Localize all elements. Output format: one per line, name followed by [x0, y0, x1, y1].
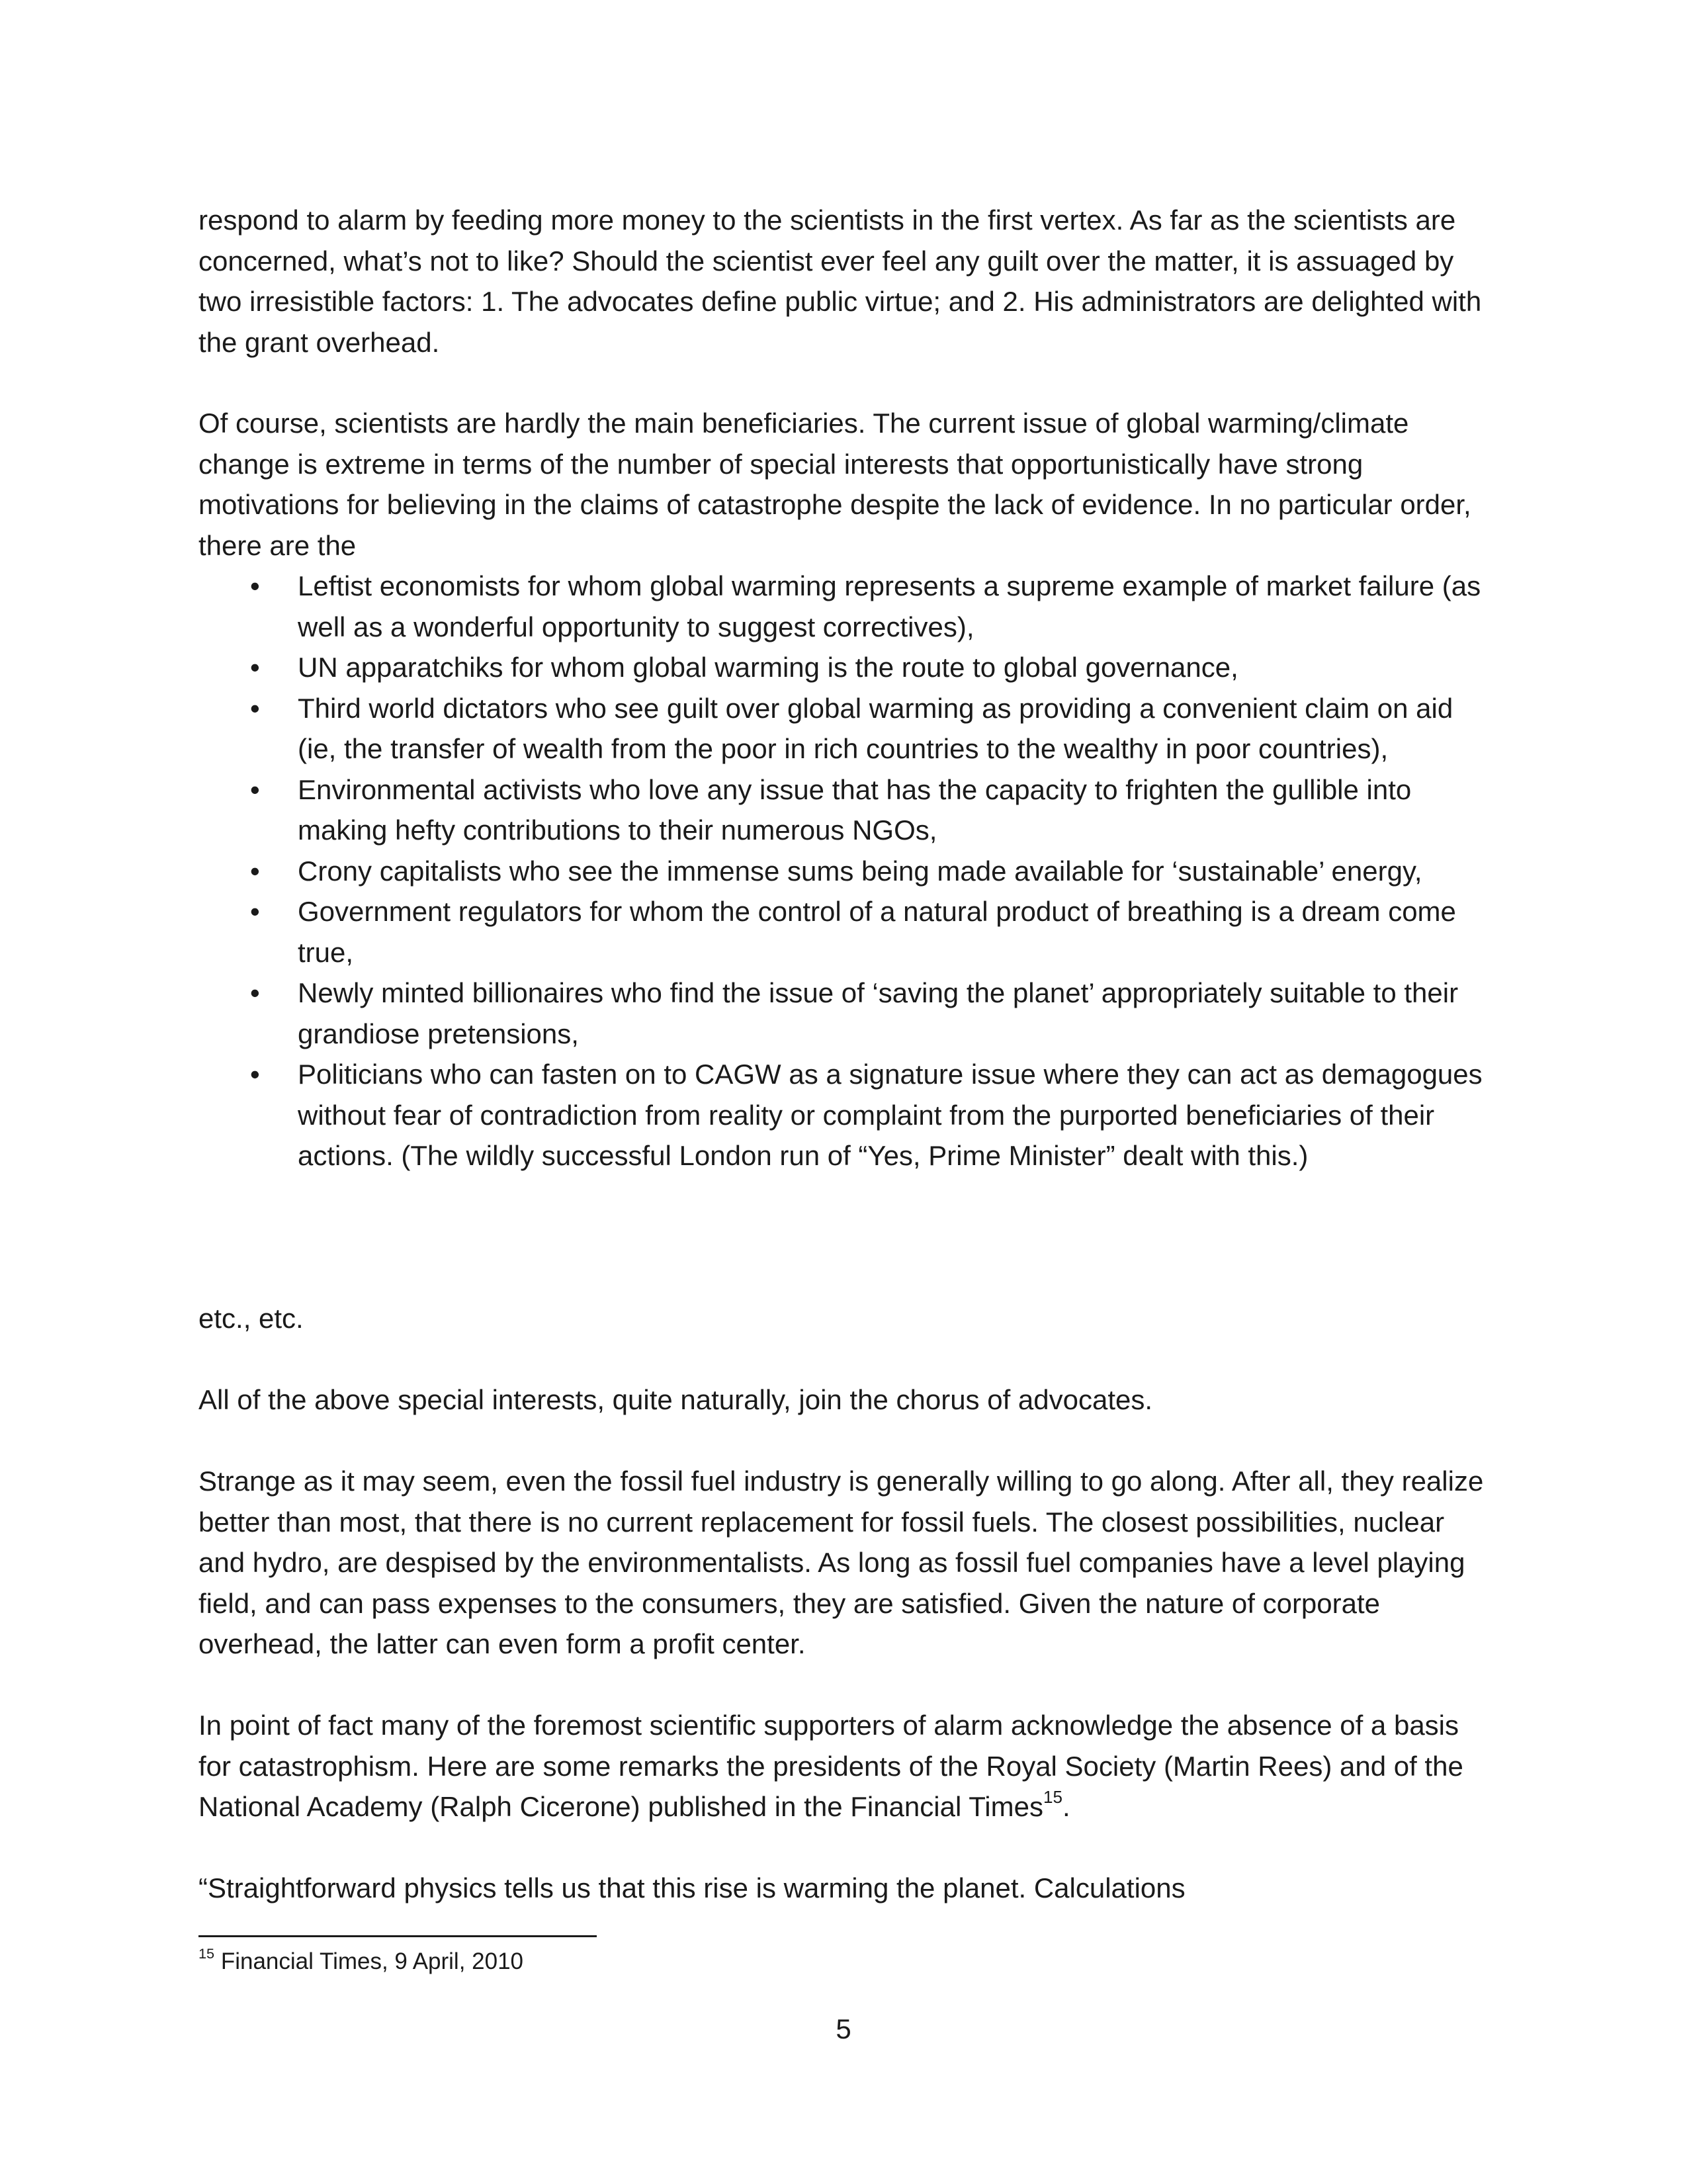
bullet-icon: •	[250, 977, 260, 1008]
special-interests-list	[198, 566, 1495, 1176]
bullet-icon: •	[250, 692, 260, 724]
bullet-icon: •	[250, 652, 260, 683]
paragraph-5: Strange as it may seem, even the fossil fuel industry is generally willing to go along. After all, they realize better than most, that there is no current replacement for fossil fuels. The closest possibilities, nuclear and hydro, are despised by the environmentalists. As long as fossil fuel companies have a level playing field, and can pass expenses to the consumers, they are satisfied. Given the nature of corporate overhead, the latter can even form a profit center.	[198, 1465, 1484, 1659]
list-item-text: Leftist economists for whom global warming represents a supreme example of market failure (as well as a wonderful opportunity to suggest correctives),	[298, 570, 1481, 642]
bullet-icon: •	[250, 855, 260, 887]
list-item-text: Newly minted billionaires who find the issue of ‘saving the planet’ appropriately suitable to their grandiose pretensions,	[298, 977, 1459, 1049]
bullet-icon: •	[250, 570, 260, 601]
footnote-reference: 15	[1043, 1787, 1062, 1808]
list-item-text: Environmental activists who love any issue that has the capacity to frighten the gullible into making hefty contributions to their numerous NGOs,	[298, 773, 1412, 846]
bullet-icon: •	[250, 1059, 260, 1090]
list-item	[198, 891, 1495, 973]
list-item	[198, 647, 1495, 688]
paragraph-3: etc., etc.	[198, 1303, 304, 1334]
list-item	[198, 1054, 1495, 1176]
page-number: 5	[836, 2013, 851, 2044]
paragraph-2: Of course, scientists are hardly the main beneficiaries. The current issue of global warming/climate change is extreme in terms of the number of special interests that opportunistically have strong motivations for believing in the claims of catastrophe despite the lack of evidence. In no particular order, there are the	[198, 408, 1471, 561]
list-item	[198, 688, 1495, 769]
list-item-text: Third world dictators who see guilt over global warming as providing a convenient claim on aid (ie, the transfer of wealth from the poor in rich countries to the wealthy in poor countries),	[298, 692, 1453, 764]
footnote-text: Financial Times, 9 April, 2010	[214, 1948, 524, 1974]
list-item-text: Crony capitalists who see the immense sums being made available for ‘sustainable’ energy,	[298, 855, 1422, 887]
paragraph-6-end: .	[1062, 1791, 1070, 1822]
footnote-number: 15	[198, 1944, 215, 1962]
bullet-icon: •	[250, 896, 260, 927]
footnote	[198, 1945, 523, 1981]
paragraph-4: All of the above special interests, quite naturally, join the chorus of advocates.	[198, 1384, 1153, 1415]
list-item	[198, 769, 1495, 851]
footnote-separator	[198, 1935, 597, 1937]
list-item-text: UN apparatchiks for whom global warming is the route to global governance,	[298, 652, 1238, 683]
paragraph-6	[198, 1705, 1495, 1831]
paragraph-6-text: In point of fact many of the foremost scientific supporters of alarm acknowledge the absence of a basis for catastrophism. Here are some remarks the presidents of the Royal Society (Martin Rees) and of the National Academy (Ralph Cicerone) published in the Financial Times	[198, 1710, 1463, 1822]
list-item-text: Politicians who can fasten on to CAGW as a signature issue where they can act as demagogues without fear of contradiction from reality or complaint from the purported beneficiaries of their actions. (The wildly successful London run of “Yes, Prime Minister” dealt with this.)	[298, 1059, 1483, 1171]
list-item	[198, 973, 1495, 1054]
list-item	[198, 566, 1495, 647]
paragraph-7: “Straightforward physics tells us that this rise is warming the planet. Calculations	[198, 1872, 1186, 1903]
bullet-icon: •	[250, 773, 260, 805]
list-item-text: Government regulators for whom the control of a natural product of breathing is a dream come true,	[298, 896, 1456, 968]
list-item	[198, 851, 1495, 892]
paragraph-1: respond to alarm by feeding more money to the scientists in the first vertex. As far as the scientists are concerned, what’s not to like? Should the scientist ever feel any guilt over the matter, it is assuaged by two irresistible factors: 1. The advocates define public virtue; and 2. His administrators are delighted with the grant overhead.	[198, 204, 1482, 358]
